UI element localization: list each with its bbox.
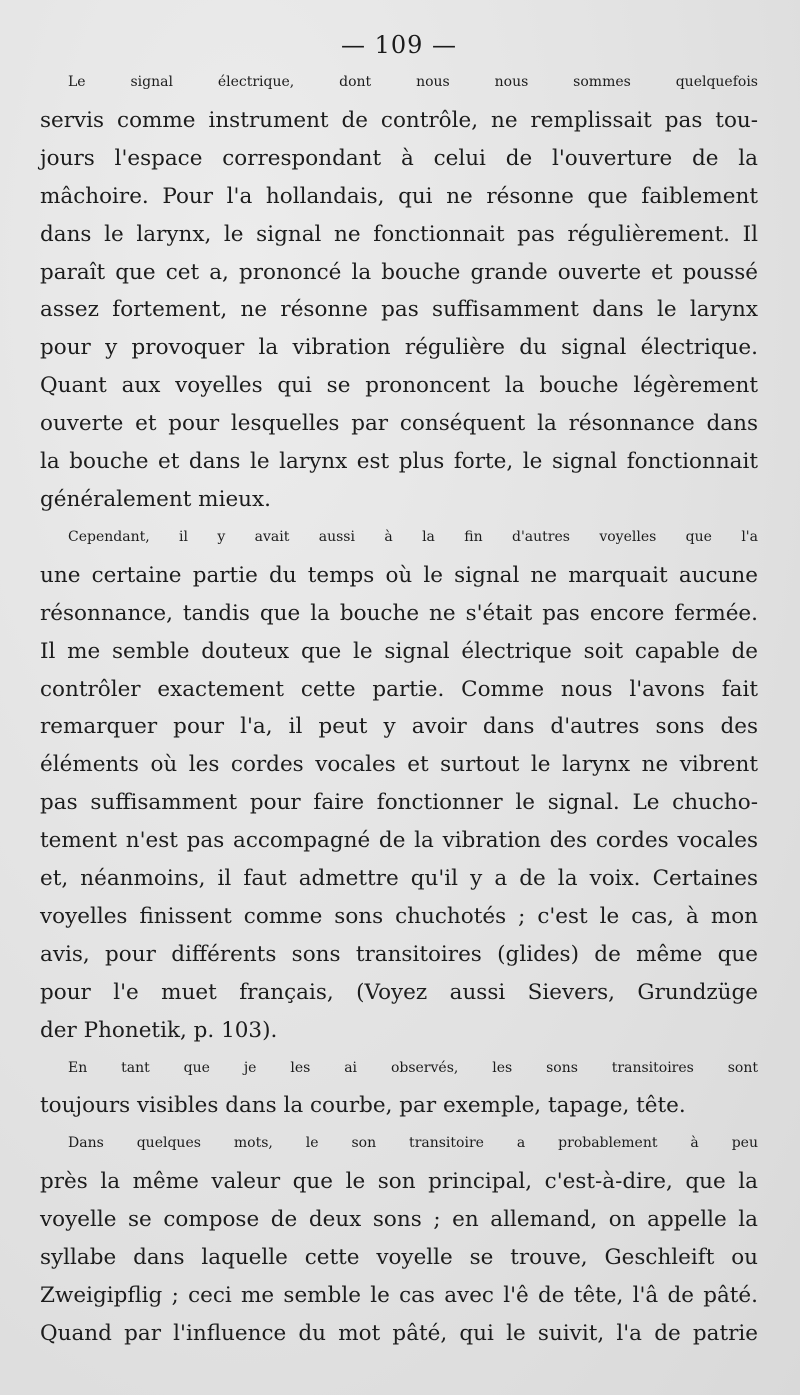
body-text [40,64,758,1353]
text-line: éléments où les cordes vocales et surtout le larynx ne vibrent [40,752,758,778]
text-line: une certaine partie du temps où le signal ne marquait aucune [40,562,758,588]
text-line: syllabe dans laquelle cette voyelle se trouve, Geschleift ou [40,1245,758,1271]
paragraph [40,519,758,1050]
text-line: tement n'est pas accompagné de la vibration des cordes vocales [40,828,758,854]
paragraph [40,64,758,519]
text-line: voyelle se compose de deux sons ; en allemand, on appelle la [40,1207,758,1233]
text-line: Quand par l'influence du mot pâté, qui le suivit, l'a de patrie [40,1320,758,1346]
page-number: — 109 — [340,31,458,59]
text-line: Quant aux voyelles qui se prononcent la bouche légèrement [40,373,758,399]
document-page [40,30,758,1353]
text-line: jours l'espace correspondant à celui de l'ouverture de la [40,145,758,171]
text-line: En tant que je les ai observés, les sons transitoires sont [68,1059,758,1076]
text-line: mâchoire. Pour l'a hollandais, qui ne résonne que faiblement [40,183,758,209]
text-line: Dans quelques mots, le son transitoire a probablement à peu [68,1135,758,1152]
text-line: généralement mieux. [40,486,271,512]
text-line: avis, pour différents sons transitoires (glides) de même que [40,941,758,967]
text-line: der Phonetik, p. 103). [40,1017,278,1043]
paragraph [40,1050,758,1126]
text-line: pas suffisamment pour faire fonctionner le signal. Le chucho- [40,790,758,816]
paragraph [40,1125,758,1352]
text-line: pour l'e muet français, (Voyez aussi Sievers, Grundzüge [40,979,758,1005]
text-line: ouverte et pour lesquelles par conséquent la résonnance dans [40,411,758,437]
text-line: voyelles finissent comme sons chuchotés ; c'est le cas, à mon [40,903,758,929]
text-line: assez fortement, ne résonne pas suffisamment dans le larynx [40,297,758,323]
text-line: et, néanmoins, il faut admettre qu'il y a de la voix. Certaines [40,866,758,892]
text-line: Il me semble douteux que le signal électrique soit capable de [40,638,758,664]
text-line: la bouche et dans le larynx est plus forte, le signal fonctionnait [40,449,758,475]
text-line: dans le larynx, le signal ne fonctionnait pas régulièrement. Il [40,221,758,247]
text-line: résonnance, tandis que la bouche ne s'était pas encore fermée. [40,600,758,626]
text-line: Cependant, il y avait aussi à la fin d'autres voyelles que l'a [68,528,758,545]
text-line: près la même valeur que le son principal, c'est-à-dire, que la [40,1169,758,1195]
text-line: Zweigipflig ; ceci me semble le cas avec l'ê de tête, l'â de pâté. [40,1283,758,1308]
text-line: servis comme instrument de contrôle, ne remplissait pas tou- [40,107,758,133]
text-line: paraît que cet a, prononcé la bouche grande ouverte et poussé [40,259,758,285]
text-line: remarquer pour l'a, il peut y avoir dans d'autres sons des [40,714,758,740]
text-line: toujours visibles dans la courbe, par exemple, tapage, tête. [40,1093,686,1119]
text-line: Le signal électrique, dont nous nous sommes quelquefois [68,74,758,90]
text-line: pour y provoquer la vibration régulière du signal électrique. [40,335,758,361]
text-line: contrôler exactement cette partie. Comme nous l'avons fait [40,676,758,702]
